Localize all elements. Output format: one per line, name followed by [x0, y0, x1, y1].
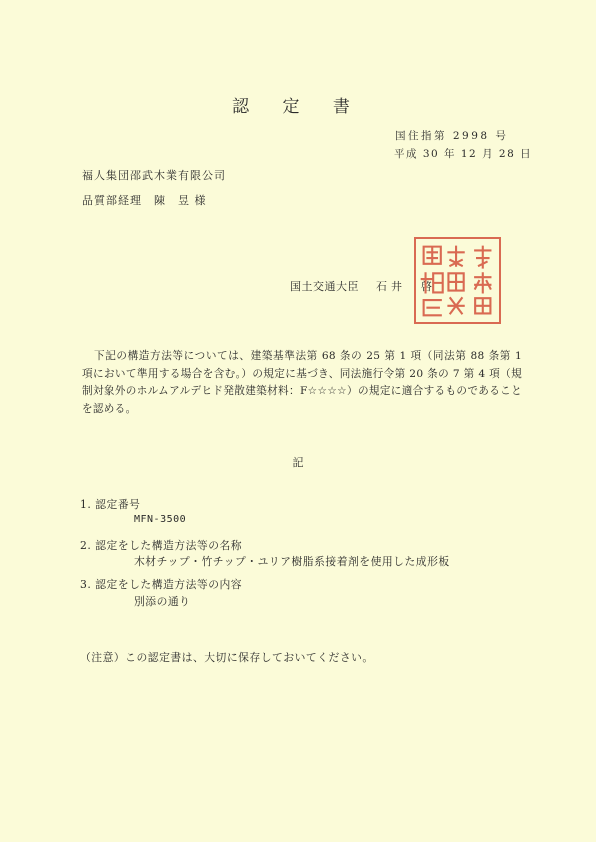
item-2-value: 木材チップ・竹チップ・ユリア樹脂系接着剤を使用した成形板 — [134, 555, 450, 568]
official-seal — [414, 237, 501, 324]
issuer-name: 石井 啓 — [376, 280, 436, 293]
ki-heading: 記 — [292, 456, 304, 469]
issuer-title: 国土交通大臣 — [290, 280, 359, 293]
item-1-value: MFN-3500 — [134, 514, 187, 525]
note-text: （注意）この認定書は、大切に保存しておいてください。 — [80, 651, 374, 664]
item-3-title: 3. 認定をした構造方法等の内容 — [80, 578, 243, 591]
body-paragraph: 下記の構造方法等については、建築基準法第 68 条の 25 第 1 項（同法第 88 条第 1 項において準用する場合を含む。）の規定に基づき、同法施行令第 20 条の 7 第 4 項（規制対象外のホルムアルデヒド発散建築材料：F☆☆☆☆）の規定に適合するものであることを認める。 — [82, 350, 522, 415]
document-number: 国住指第 2998 号 — [395, 130, 509, 142]
item-2-title: 2. 認定をした構造方法等の名称 — [80, 539, 243, 552]
recipient-person: 品質部経理 陳 昱 様 — [82, 194, 207, 207]
item-1-title: 1. 認定番号 — [80, 498, 141, 511]
seal-icon — [416, 239, 499, 322]
item-3-value: 別添の通り — [134, 595, 191, 608]
document-date: 平成 30 年 12 月 28 日 — [394, 148, 533, 160]
document-title: 認 定 書 — [232, 97, 364, 117]
recipient-company: 福人集団邵武木業有限公司 — [82, 169, 226, 182]
